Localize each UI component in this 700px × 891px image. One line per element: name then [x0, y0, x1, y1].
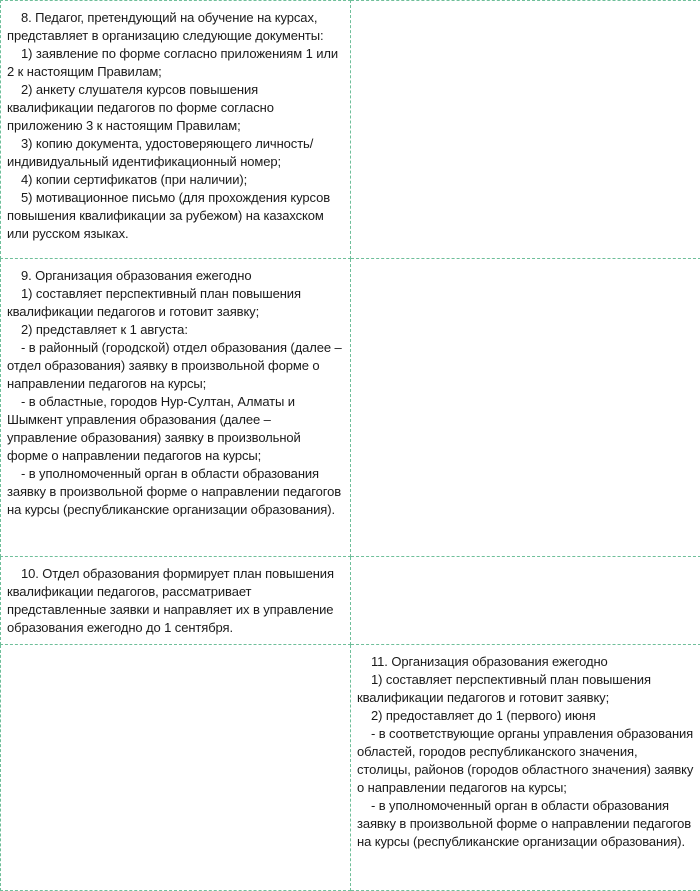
paragraph: 1) заявление по форме согласно приложениям 1 или 2 к настоящим Правилам; — [7, 45, 344, 81]
table-row — [1, 645, 700, 891]
paragraph: 2) предоставляет до 1 (первого) июня — [357, 707, 694, 725]
paragraph: - в соответствующие органы управления образования областей, городов республиканского значения, столицы, районов (городов областного значения) заявку о направлении педагогов на курсы; — [357, 725, 694, 797]
paragraph: 3) копию документа, удостоверяющего личность/ индивидуальный идентификационный номер; — [7, 135, 344, 171]
paragraph: - в уполномоченный орган в области образования заявку в произвольной форме о направлении педагогов на курсы (республиканские организации образования). — [7, 465, 344, 519]
paragraph: - в уполномоченный орган в области образования заявку в произвольной форме о направлении педагогов на курсы (республиканские организации образования). — [357, 797, 694, 851]
paragraph: 2) представляет к 1 августа: — [7, 321, 344, 339]
table-row — [1, 557, 700, 645]
table-row — [1, 259, 700, 557]
table-row — [1, 1, 700, 259]
paragraph: - в районный (городской) отдел образования (далее – отдел образования) заявку в произвольной форме о направлении педагогов на курсы; — [7, 339, 344, 393]
paragraph: 1) составляет перспективный план повышения квалификации педагогов и готовит заявку; — [7, 285, 344, 321]
cell-right-empty — [351, 557, 700, 645]
cell-right — [351, 645, 700, 891]
paragraph: - в областные, городов Нур-Султан, Алматы и Шымкент управления образования (далее – управление образования) заявку в произвольной форме о направлении педагогов на курсы; — [7, 393, 344, 465]
cell-right-empty — [351, 1, 700, 259]
cell-left — [1, 557, 351, 645]
paragraph: 9. Организация образования ежегодно — [7, 267, 344, 285]
paragraph: 2) анкету слушателя курсов повышения квалификации педагогов по форме согласно приложению 3 к настоящим Правилам; — [7, 81, 344, 135]
paragraph: 1) составляет перспективный план повышения квалификации педагогов и готовит заявку; — [357, 671, 694, 707]
cell-left — [1, 259, 351, 557]
cell-left-empty — [1, 645, 351, 891]
paragraph: 8. Педагог, претендующий на обучение на курсах, представляет в организацию следующие документы: — [7, 9, 344, 45]
paragraph: 10. Отдел образования формирует план повышения квалификации педагогов, рассматривает представленные заявки и направляет их в управление образования ежегодно до 1 сентября. — [7, 565, 344, 637]
paragraph: 11. Организация образования ежегодно — [357, 653, 694, 671]
cell-right-empty — [351, 259, 700, 557]
paragraph: 4) копии сертификатов (при наличии); — [7, 171, 344, 189]
paragraph: 5) мотивационное письмо (для прохождения курсов повышения квалификации за рубежом) на казахском или русском языках. — [7, 189, 344, 243]
cell-left — [1, 1, 351, 259]
